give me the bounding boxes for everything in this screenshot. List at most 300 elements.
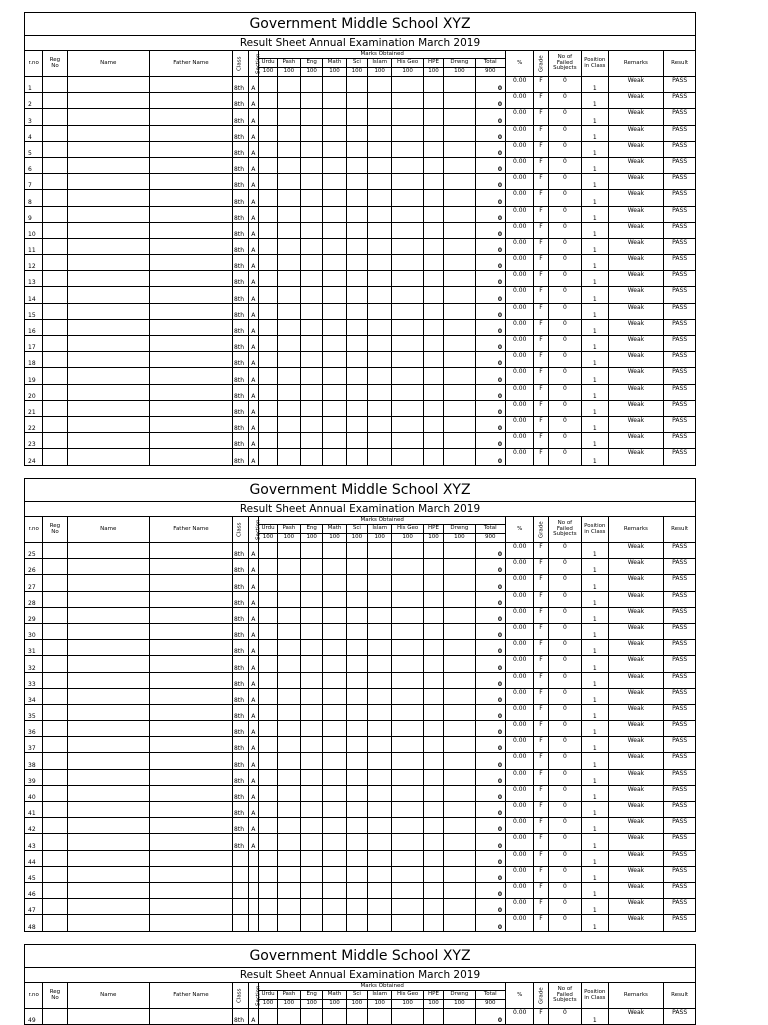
remarks-cell: Weak: [608, 449, 664, 465]
subject-marks-cell: [259, 433, 277, 449]
class-cell: 8th: [233, 238, 249, 254]
subject-marks-cell: [444, 656, 475, 672]
failed-subjects-cell: 0: [548, 141, 581, 157]
remarks-cell: Weak: [608, 559, 664, 575]
header-section-text: Section: [255, 985, 262, 1006]
percent-cell: 0.00: [506, 206, 534, 222]
subject-marks-cell: [301, 206, 323, 222]
subject-max-marks: [301, 534, 323, 543]
subject-marks-cell: [259, 721, 277, 737]
reg-no-cell: [43, 93, 67, 109]
total-cell: 0: [475, 704, 505, 720]
subject-max-marks-text: 100: [262, 534, 274, 541]
remarks-cell: Weak: [608, 785, 664, 801]
section-cell: A: [249, 336, 259, 352]
remarks-cell: Weak: [608, 93, 664, 109]
failed-subjects-cell: 0: [548, 319, 581, 335]
header-name-text: Name: [100, 525, 117, 532]
subject-header-text: Sci: [352, 59, 361, 66]
grade-cell: F: [534, 915, 548, 931]
father-name-cell: [149, 899, 232, 915]
header-sr-no-text: r.no: [28, 59, 39, 66]
subject-marks-cell: [392, 850, 423, 866]
subject-marks-cell: [423, 591, 443, 607]
subject-marks-cell: [323, 607, 346, 623]
student-name-cell: [67, 255, 149, 271]
reg-no-cell: [43, 656, 67, 672]
subject-marks-cell: [346, 543, 367, 559]
grade-cell: F: [534, 737, 548, 753]
subject-marks-cell: [301, 449, 323, 465]
failed-subjects-cell: 0: [548, 543, 581, 559]
father-name-cell: [149, 93, 232, 109]
serial-number-cell: 45: [25, 866, 43, 882]
class-cell: [233, 882, 249, 898]
position-cell: 1: [582, 882, 608, 898]
grade-cell: F: [534, 721, 548, 737]
subject-marks-cell: [444, 206, 475, 222]
failed-subjects-cell: 0: [548, 271, 581, 287]
subject-marks-cell: [368, 785, 392, 801]
table-row: [25, 125, 696, 141]
percent-cell: 0.00: [506, 77, 534, 93]
subject-marks-cell: [301, 769, 323, 785]
percent-cell: 0.00: [506, 753, 534, 769]
subject-marks-cell: [368, 93, 392, 109]
class-cell: 8th: [233, 368, 249, 384]
subject-max-marks-text: 100: [374, 68, 385, 75]
percent-cell: 0.00: [506, 433, 534, 449]
subject-max-marks-text: 100: [283, 534, 295, 541]
subject-marks-cell: [368, 77, 392, 93]
subject-marks-cell: [368, 834, 392, 850]
subject-header-text: Sci: [352, 991, 361, 998]
percent-cell: 0.00: [506, 656, 534, 672]
subject-marks-cell: [444, 915, 475, 931]
student-name-cell: [67, 400, 149, 416]
reg-no-cell: [43, 109, 67, 125]
subject-marks-cell: [301, 433, 323, 449]
header-percent-text: %: [517, 991, 523, 998]
subject-marks-cell: [301, 238, 323, 254]
remarks-cell: Weak: [608, 866, 664, 882]
father-name-cell: [149, 769, 232, 785]
header-father-name: [149, 983, 232, 1009]
percent-cell: 0.00: [506, 640, 534, 656]
subject-marks-cell: [346, 882, 367, 898]
position-cell: 1: [582, 623, 608, 639]
subject-marks-cell: [444, 449, 475, 465]
father-name-cell: [149, 607, 232, 623]
father-name-cell: [149, 336, 232, 352]
class-cell: 8th: [233, 303, 249, 319]
subject-max-marks-text: 100: [306, 68, 317, 75]
remarks-cell: Weak: [608, 222, 664, 238]
table-row: [25, 866, 696, 882]
subject-marks-cell: [277, 352, 300, 368]
table-row: [25, 882, 696, 898]
student-name-cell: [67, 818, 149, 834]
subject-marks-cell: [259, 141, 277, 157]
subject-marks-cell: [323, 802, 346, 818]
subject-max-marks-text: 100: [283, 1000, 295, 1007]
subject-marks-cell: [368, 206, 392, 222]
subject-marks-cell: [259, 575, 277, 591]
total-cell: 0: [475, 303, 505, 319]
subject-marks-cell: [323, 93, 346, 109]
section-cell: A: [249, 559, 259, 575]
subject-marks-cell: [423, 93, 443, 109]
class-cell: 8th: [233, 125, 249, 141]
father-name-cell: [149, 368, 232, 384]
remarks-cell: Weak: [608, 109, 664, 125]
failed-subjects-cell: 0: [548, 157, 581, 173]
subject-marks-cell: [277, 416, 300, 432]
father-name-cell: [149, 753, 232, 769]
remarks-cell: Weak: [608, 915, 664, 931]
grade-cell: F: [534, 640, 548, 656]
remarks-cell: Weak: [608, 77, 664, 93]
reg-no-cell: [43, 899, 67, 915]
table-row: [25, 607, 696, 623]
subject-marks-cell: [444, 640, 475, 656]
remarks-cell: Weak: [608, 640, 664, 656]
subject-marks-cell: [423, 1009, 443, 1025]
subject-marks-cell: [259, 672, 277, 688]
subject-marks-cell: [423, 704, 443, 720]
subject-marks-cell: [301, 688, 323, 704]
class-cell: 8th: [233, 190, 249, 206]
subject-marks-cell: [392, 915, 423, 931]
total-cell: 0: [475, 818, 505, 834]
remarks-cell: Weak: [608, 769, 664, 785]
header-percent: [506, 983, 534, 1009]
section-cell: A: [249, 384, 259, 400]
subject-marks-cell: [346, 818, 367, 834]
subject-marks-cell: [259, 125, 277, 141]
grade-cell: F: [534, 704, 548, 720]
subject-header: [277, 525, 300, 534]
subject-marks-cell: [392, 449, 423, 465]
serial-number-cell: 47: [25, 899, 43, 915]
header-result: [664, 983, 696, 1009]
percent-cell: 0.00: [506, 303, 534, 319]
subject-marks-cell: [444, 303, 475, 319]
header-result: [664, 51, 696, 77]
subject-header-text: Total: [483, 525, 497, 532]
section-cell: [249, 850, 259, 866]
grade-cell: F: [534, 77, 548, 93]
class-cell: 8th: [233, 656, 249, 672]
table-row: [25, 190, 696, 206]
reg-no-cell: [43, 141, 67, 157]
father-name-cell: [149, 255, 232, 271]
class-cell: [233, 866, 249, 882]
class-cell: 8th: [233, 575, 249, 591]
subject-marks-cell: [277, 433, 300, 449]
grade-cell: F: [534, 623, 548, 639]
result-cell: PASS: [664, 802, 696, 818]
failed-subjects-cell: 0: [548, 850, 581, 866]
subject-marks-cell: [392, 77, 423, 93]
total-cell: 0: [475, 1009, 505, 1025]
subject-marks-cell: [423, 368, 443, 384]
header-percent-text: %: [517, 59, 523, 66]
serial-number-cell: 35: [25, 704, 43, 720]
position-cell: 1: [582, 785, 608, 801]
student-name-cell: [67, 721, 149, 737]
percent-cell: 0.00: [506, 352, 534, 368]
subject-header-text: Eng: [306, 991, 317, 998]
subject-marks-cell: [277, 818, 300, 834]
subject-marks-cell: [392, 287, 423, 303]
total-cell: 0: [475, 899, 505, 915]
subject-marks-cell: [277, 271, 300, 287]
class-cell: 8th: [233, 753, 249, 769]
section-cell: A: [249, 1009, 259, 1025]
total-cell: 0: [475, 271, 505, 287]
grade-cell: F: [534, 433, 548, 449]
subject-marks-cell: [346, 640, 367, 656]
grade-cell: F: [534, 882, 548, 898]
failed-subjects-cell: 0: [548, 303, 581, 319]
remarks-cell: Weak: [608, 384, 664, 400]
subject-marks-cell: [368, 753, 392, 769]
subject-marks-cell: [346, 721, 367, 737]
subject-marks-cell: [323, 109, 346, 125]
subject-marks-cell: [346, 157, 367, 173]
failed-subjects-cell: 0: [548, 238, 581, 254]
failed-subjects-cell: 0: [548, 882, 581, 898]
student-name-cell: [67, 303, 149, 319]
subject-marks-cell: [392, 352, 423, 368]
grade-cell: F: [534, 109, 548, 125]
subject-header-text: HPE: [428, 991, 439, 998]
total-cell: 0: [475, 190, 505, 206]
header-position: [582, 983, 608, 1009]
header-grade-text: Grade: [539, 55, 546, 72]
failed-subjects-cell: 0: [548, 672, 581, 688]
subject-marks-cell: [259, 190, 277, 206]
subject-marks-cell: [259, 368, 277, 384]
subject-marks-cell: [323, 640, 346, 656]
subject-marks-cell: [346, 287, 367, 303]
table-row: [25, 336, 696, 352]
header-remarks-text: Remarks: [623, 59, 648, 66]
class-cell: 8th: [233, 174, 249, 190]
position-cell: 1: [582, 607, 608, 623]
subject-header-text: Urdu: [261, 525, 275, 532]
subject-marks-cell: [392, 656, 423, 672]
subject-marks-cell: [301, 368, 323, 384]
subject-marks-cell: [301, 416, 323, 432]
reg-no-cell: [43, 125, 67, 141]
header-failed-subjects-text: No of Failed Subjects: [553, 520, 577, 538]
position-cell: 1: [582, 591, 608, 607]
remarks-cell: Weak: [608, 255, 664, 271]
subject-marks-cell: [259, 866, 277, 882]
subject-header-text: His Geo: [396, 991, 419, 998]
result-cell: PASS: [664, 238, 696, 254]
subject-marks-cell: [444, 899, 475, 915]
result-cell: PASS: [664, 753, 696, 769]
result-cell: PASS: [664, 319, 696, 335]
total-cell: 0: [475, 125, 505, 141]
class-cell: 8th: [233, 93, 249, 109]
remarks-cell: Weak: [608, 303, 664, 319]
header-reg-no: [43, 983, 67, 1009]
subject-marks-cell: [301, 255, 323, 271]
result-cell: PASS: [664, 416, 696, 432]
subject-marks-cell: [346, 1009, 367, 1025]
student-name-cell: [67, 640, 149, 656]
subject-max-marks-text: 100: [306, 1000, 317, 1007]
father-name-cell: [149, 206, 232, 222]
header-sr-no: [25, 983, 43, 1009]
result-sheet-1: [24, 12, 696, 466]
subject-marks-cell: [301, 77, 323, 93]
serial-number-cell: 10: [25, 222, 43, 238]
result-cell: PASS: [664, 640, 696, 656]
header-reg-no: [43, 517, 67, 543]
subject-marks-cell: [323, 899, 346, 915]
table-row: [25, 271, 696, 287]
grade-cell: F: [534, 769, 548, 785]
serial-number-cell: 46: [25, 882, 43, 898]
subject-marks-cell: [259, 785, 277, 801]
table-row: [25, 141, 696, 157]
total-cell: 0: [475, 400, 505, 416]
student-name-cell: [67, 416, 149, 432]
failed-subjects-cell: 0: [548, 753, 581, 769]
sheet-subtitle-text: Result Sheet Annual Examination March 2019: [239, 502, 481, 515]
subject-marks-cell: [423, 672, 443, 688]
grade-cell: F: [534, 449, 548, 465]
table-row: [25, 174, 696, 190]
subject-marks-cell: [392, 802, 423, 818]
subject-marks-cell: [346, 271, 367, 287]
header-failed-subjects-text: No of Failed Subjects: [553, 54, 577, 72]
subject-marks-cell: [392, 818, 423, 834]
subject-marks-cell: [368, 271, 392, 287]
subject-marks-cell: [323, 384, 346, 400]
remarks-cell: Weak: [608, 206, 664, 222]
subject-marks-cell: [346, 769, 367, 785]
class-cell: 8th: [233, 704, 249, 720]
grade-cell: F: [534, 238, 548, 254]
result-cell: PASS: [664, 672, 696, 688]
table-row: [25, 368, 696, 384]
subject-marks-cell: [346, 834, 367, 850]
position-cell: 1: [582, 834, 608, 850]
subject-marks-cell: [368, 559, 392, 575]
subject-marks-cell: [346, 737, 367, 753]
grade-cell: F: [534, 384, 548, 400]
father-name-cell: [149, 850, 232, 866]
subject-marks-cell: [346, 400, 367, 416]
subject-marks-cell: [392, 1009, 423, 1025]
reg-no-cell: [43, 384, 67, 400]
serial-number-cell: 49: [25, 1009, 43, 1025]
failed-subjects-cell: 0: [548, 125, 581, 141]
position-cell: 1: [582, 688, 608, 704]
reg-no-cell: [43, 818, 67, 834]
subject-header-text: Eng: [306, 59, 317, 66]
percent-cell: 0.00: [506, 384, 534, 400]
subject-max-marks-text: 100: [374, 1000, 385, 1007]
position-cell: 1: [582, 255, 608, 271]
table-row: [25, 737, 696, 753]
reg-no-cell: [43, 575, 67, 591]
reg-no-cell: [43, 352, 67, 368]
header-grade-text: Grade: [539, 987, 546, 1004]
failed-subjects-cell: 0: [548, 575, 581, 591]
subject-marks-cell: [392, 882, 423, 898]
result-cell: PASS: [664, 915, 696, 931]
subject-header: [444, 525, 475, 534]
subject-max-marks-text: 100: [428, 1000, 439, 1007]
class-cell: [233, 899, 249, 915]
class-cell: 8th: [233, 834, 249, 850]
result-cell: PASS: [664, 656, 696, 672]
total-cell: 0: [475, 834, 505, 850]
class-cell: 8th: [233, 400, 249, 416]
subject-marks-cell: [301, 640, 323, 656]
percent-cell: 0.00: [506, 543, 534, 559]
header-section: [249, 51, 262, 77]
subject-marks-cell: [301, 109, 323, 125]
father-name-cell: [149, 640, 232, 656]
failed-subjects-cell: 0: [548, 400, 581, 416]
subject-marks-cell: [323, 591, 346, 607]
subject-marks-cell: [301, 785, 323, 801]
remarks-cell: Weak: [608, 818, 664, 834]
subject-marks-cell: [346, 656, 367, 672]
failed-subjects-cell: 0: [548, 785, 581, 801]
subject-marks-cell: [368, 769, 392, 785]
serial-number-cell: 15: [25, 303, 43, 319]
percent-cell: 0.00: [506, 141, 534, 157]
result-cell: PASS: [664, 303, 696, 319]
class-cell: 8th: [233, 721, 249, 737]
subject-marks-cell: [259, 802, 277, 818]
subject-marks-cell: [444, 721, 475, 737]
percent-cell: 0.00: [506, 109, 534, 125]
section-cell: [249, 915, 259, 931]
remarks-cell: Weak: [608, 737, 664, 753]
serial-number-cell: 38: [25, 753, 43, 769]
remarks-cell: Weak: [608, 433, 664, 449]
serial-number-cell: 11: [25, 238, 43, 254]
subject-marks-cell: [301, 352, 323, 368]
section-cell: A: [249, 818, 259, 834]
subject-marks-cell: [277, 575, 300, 591]
subject-max-marks-text: 900: [485, 68, 496, 75]
reg-no-cell: [43, 882, 67, 898]
position-cell: 1: [582, 416, 608, 432]
subject-marks-cell: [368, 303, 392, 319]
subject-max-marks-text: 100: [454, 1000, 465, 1007]
header-father-name-text: Father Name: [173, 59, 209, 66]
grade-cell: F: [534, 190, 548, 206]
total-cell: 0: [475, 802, 505, 818]
subject-marks-cell: [323, 352, 346, 368]
subject-marks-cell: [301, 882, 323, 898]
reg-no-cell: [43, 336, 67, 352]
subject-marks-cell: [368, 255, 392, 271]
subject-marks-cell: [368, 416, 392, 432]
result-cell: PASS: [664, 866, 696, 882]
